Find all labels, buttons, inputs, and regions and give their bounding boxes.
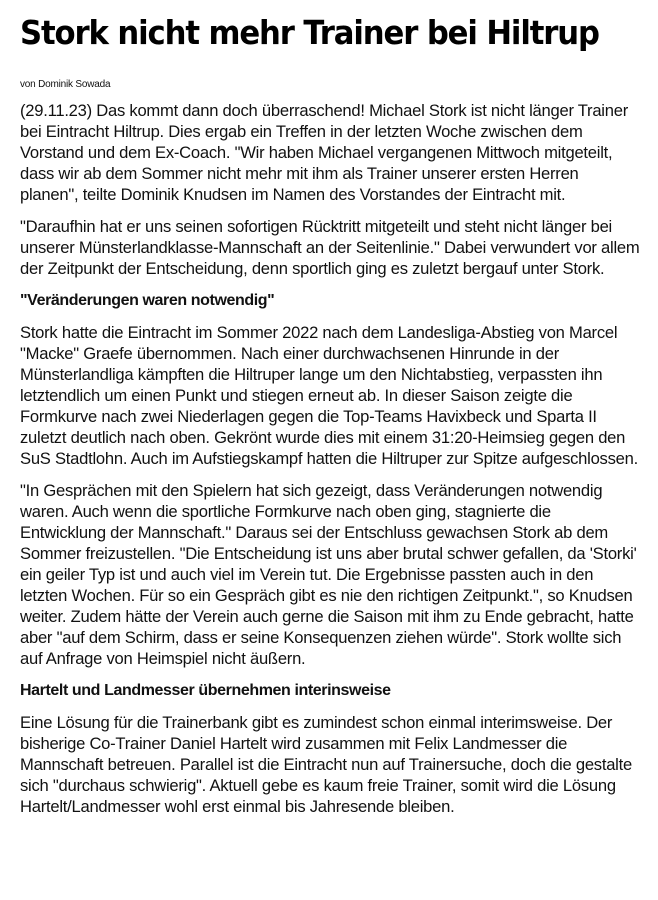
article-subheading: "Veränderungen waren notwendig" [20,292,275,309]
article-subheading: Hartelt und Landmesser übernehmen interinsweise [20,682,391,699]
article-paragraph: "Daraufhin hat er uns seinen sofortigen Rücktritt mitgeteilt und steht nicht länger bei unserer Münsterlandklasse-Mannschaft an der Seitenlinie." Dabei verwundert vor allem der Zeitpunkt der Entscheidung, denn sportlich ging es zuletzt bergauf unter Stork. [20,217,640,278]
article-paragraph: (29.11.23) Das kommt dann doch überraschend! Michael Stork ist nicht länger Trainer bei Eintracht Hiltrup. Dies ergab ein Treffen in der letzten Woche zwischen dem Vorstand und dem Ex-Coach. "Wir haben Michael vergangenen Mittwoch mitgeteilt, dass wir ab dem Sommer nicht mehr mit ihm als Trainer unserer ersten Herren planen", teilte Dominik Knudsen im Namen des Vorstandes der Eintracht mit. [20,101,628,204]
article [0,13,658,817]
article-paragraph: "In Gesprächen mit den Spielern hat sich gezeigt, dass Veränderungen notwendig waren. Auch wenn die sportliche Formkurve nach oben ging, stagnierte die Entwicklung der Mannschaft." Daraus sei der Entschluss gewachsen Stork ab dem Sommer freizustellen. "Die Entscheidung ist uns aber brutal schwer gefallen, da 'Storki' ein geiler Typ ist und auch viel im Verein tut. Die Ergebnisse passten auch in den letzten Wochen. Für so ein Gespräch gibt es nie den richtigen Zeitpunkt.", so Knudsen weiter. Zudem hätte der Verein auch gerne die Saison mit ihm zu Ende gebracht, hatte aber "auf dem Schirm, dass er seine Konsequenzen ziehen würde". Stork wollte sich auf Anfrage von Heimspiel nicht äußern. [20,481,637,668]
article-byline: von Dominik Sowada [20,79,111,90]
article-title: Stork nicht mehr Trainer bei Hiltrup [20,13,599,52]
article-paragraph: Eine Lösung für die Trainerbank gibt es zumindest schon einmal interimsweise. Der bisherige Co-Trainer Daniel Hartelt wird zusammen mit Felix Landmesser die Mannschaft betreuen. Parallel ist die Eintracht nun auf Trainersuche, doch die gestalte sich "durchaus schwierig". Aktuell gebe es kaum freie Trainer, somit wird die Lösung Hartelt/Landmesser wohl erst einmal bis Jahresende bleiben. [20,713,632,816]
article-paragraph: Stork hatte die Eintracht im Sommer 2022 nach dem Landesliga-Abstieg von Marcel "Macke" Graefe übernommen. Nach einer durchwachsenen Hinrunde in der Münsterlandliga kämpften die Hiltruper lange um den Nichtabstieg, verpassten ihn letztendlich um einen Punkt und stiegen erneut ab. In dieser Saison zeigte die Formkurve nach zwei Niederlagen gegen die Top-Teams Havixbeck und Sparta II zuletzt deutlich nach oben. Gekrönt wurde dies mit einem 31:20-Heimsieg gegen den SuS Stadtlohn. Auch im Aufstiegskampf hatten die Hiltruper zur Spitze aufgeschlossen. [20,323,638,468]
